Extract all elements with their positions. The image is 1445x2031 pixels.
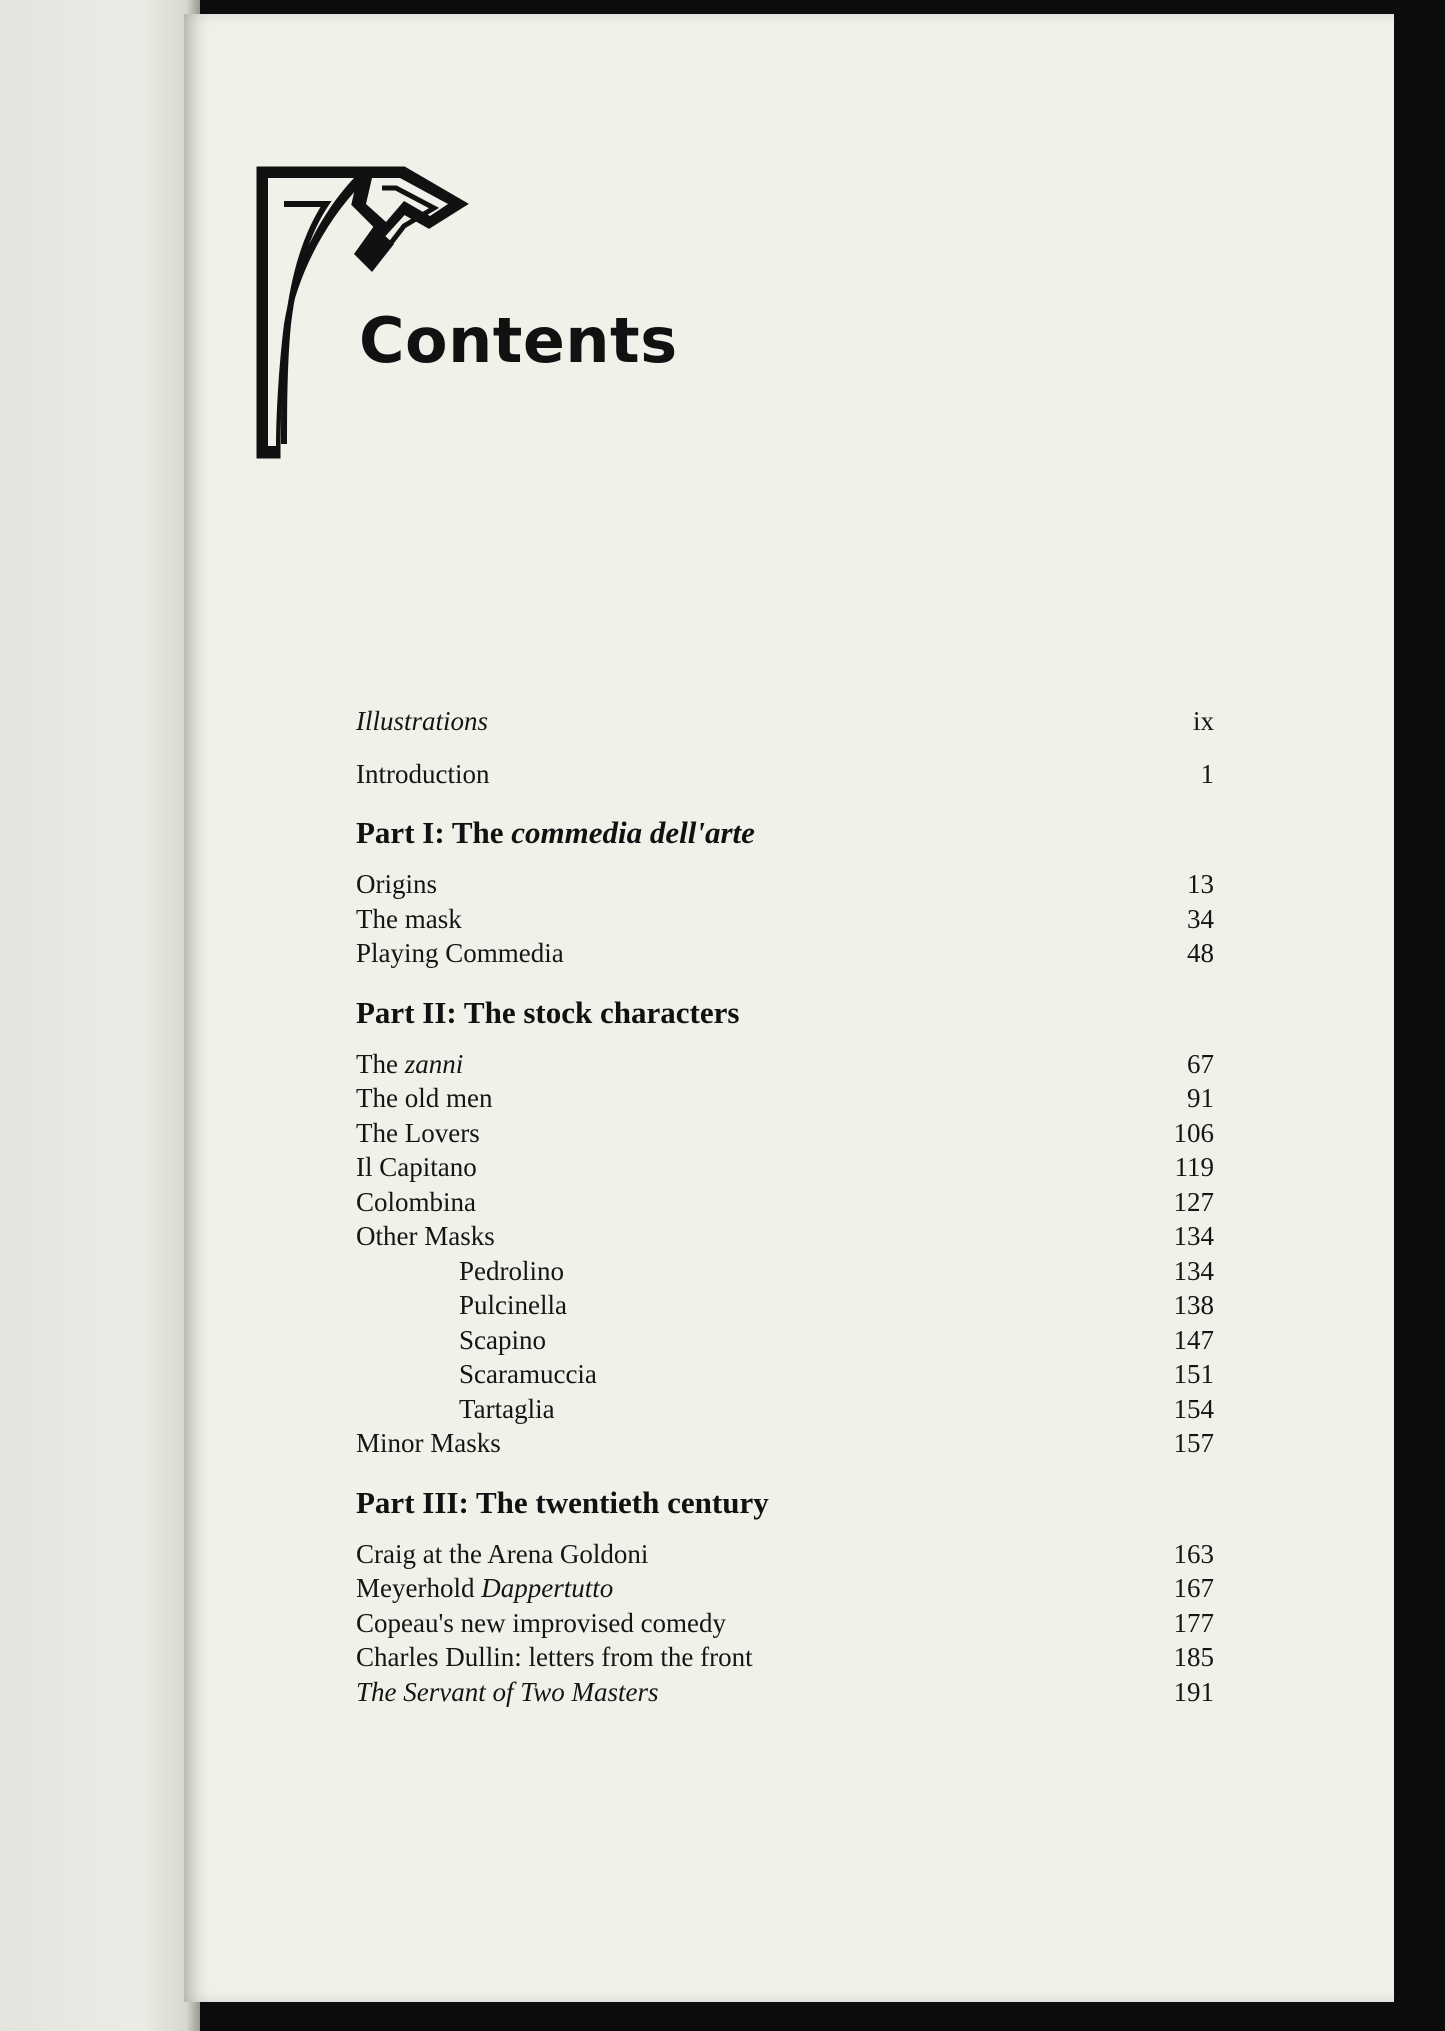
- toc-page-number: 177: [1173, 1607, 1214, 1638]
- toc-page-number: 147: [1173, 1324, 1214, 1355]
- toc-entry-title-text: Pedrolino: [459, 1255, 564, 1286]
- toc-entry: [356, 1150, 1214, 1185]
- toc-page-number: ix: [1192, 706, 1214, 736]
- toc-entry-title-text: Il Capitano: [356, 1152, 477, 1182]
- toc-entry-title-text: The mask: [356, 903, 462, 934]
- toc-entry-title: [356, 867, 437, 902]
- toc-page-number: 134: [1173, 1255, 1214, 1286]
- toc-page-number: 48: [1187, 938, 1214, 968]
- toc-subentry: [356, 1288, 1214, 1323]
- toc-entry-title-text: Colombina: [356, 1186, 476, 1217]
- toc-entry-title-italic: zanni: [404, 1048, 464, 1079]
- toc-page-number: 13: [1187, 869, 1214, 899]
- toc-entry: [356, 1537, 1214, 1572]
- toc-entry-title-text: Scaramuccia: [459, 1359, 597, 1389]
- toc-entry: [356, 1426, 1214, 1461]
- toc-entry: [356, 867, 1214, 902]
- toc-entry-title-text: The Lovers: [356, 1117, 480, 1148]
- toc-entry: [356, 1047, 1214, 1082]
- toc-entry-title-text: Origins: [356, 869, 437, 899]
- toc-entry-title-text: Other Masks: [356, 1221, 495, 1251]
- toc-entry-title: [356, 757, 489, 792]
- toc-entry: [356, 1675, 1214, 1710]
- toc-entry: [356, 1219, 1214, 1254]
- toc-entry-title: [356, 1254, 564, 1289]
- toc-entry: [356, 902, 1214, 937]
- part-heading-text: Part II: The stock characters: [356, 994, 740, 1030]
- toc-entry-title-text: Meyerhold: [356, 1573, 482, 1603]
- toc-entry-title-text: The old men: [356, 1083, 493, 1113]
- toc-entry: [356, 704, 1214, 739]
- part-heading: [356, 995, 1214, 1031]
- toc-entry-title: [356, 1288, 567, 1323]
- toc-entry: [356, 1571, 1214, 1606]
- toc-page-number: 151: [1173, 1359, 1214, 1389]
- part-heading: [356, 1485, 1214, 1521]
- toc-entry-title: [356, 1116, 480, 1151]
- toc-page-number: 138: [1173, 1290, 1214, 1320]
- part-heading-italic: commedia dell'arte: [511, 815, 755, 850]
- toc-subentry: [356, 1357, 1214, 1392]
- toc-entry-title-text: The: [356, 1048, 405, 1079]
- toc-page-number: 67: [1187, 1048, 1214, 1079]
- toc-entry-title: [356, 1357, 597, 1392]
- toc-entry-title-italic: Dappertutto: [481, 1573, 614, 1603]
- toc-entry-title-italic: The Servant of Two Masters: [356, 1676, 659, 1707]
- toc-page-number: 163: [1173, 1538, 1214, 1569]
- toc-entry-title: [356, 1185, 476, 1220]
- toc-entry-title: [356, 902, 462, 937]
- toc-entry-title: [356, 1150, 477, 1185]
- toc-entry-title-text: Scapino: [459, 1324, 546, 1355]
- toc-page-number: 119: [1174, 1152, 1214, 1182]
- toc-entry-title: [356, 1606, 726, 1641]
- toc-entry: [356, 1640, 1214, 1675]
- toc-page-number: 1: [1200, 758, 1214, 789]
- toc-page-number: 106: [1173, 1117, 1214, 1148]
- toc-entry-title: [356, 1081, 492, 1116]
- toc-entry-title: [356, 1047, 463, 1082]
- part-heading-text: Part III: The twentieth century: [356, 1484, 769, 1520]
- toc-page-number: 185: [1173, 1642, 1214, 1672]
- part-heading: [356, 815, 1214, 851]
- page-title: Contents: [359, 304, 678, 377]
- contents-page: [184, 14, 1394, 2002]
- toc-page-number: 167: [1173, 1573, 1214, 1603]
- facing-page-edge: [0, 0, 200, 2031]
- toc-entry: [356, 936, 1214, 971]
- toc-entry-title-text: Pulcinella: [459, 1290, 567, 1320]
- toc-entry-title-text: Introduction: [356, 758, 490, 789]
- toc-entry-title-italic: Illustrations: [356, 706, 489, 736]
- toc-entry-title: [356, 704, 488, 739]
- toc-page-number: 91: [1187, 1083, 1214, 1113]
- toc-page-number: 127: [1173, 1186, 1214, 1217]
- toc-entry: [356, 1185, 1214, 1220]
- toc-entry: [356, 1116, 1214, 1151]
- toc-page-number: 191: [1173, 1676, 1214, 1707]
- toc-entry-title-text: Copeau's new improvised comedy: [356, 1607, 727, 1638]
- spacer: [356, 739, 1214, 757]
- toc-page-number: 154: [1173, 1393, 1214, 1424]
- toc-subentry: [356, 1323, 1214, 1358]
- toc-entry-title: [356, 1675, 659, 1710]
- toc-entry: [356, 1081, 1214, 1116]
- toc-page-number: 157: [1173, 1428, 1214, 1458]
- toc-entry: [356, 1606, 1214, 1641]
- toc-entry-title: [356, 1426, 501, 1461]
- toc-entry-title: [356, 1640, 753, 1675]
- toc-entry-title-text: Minor Masks: [356, 1428, 501, 1458]
- toc-entry-title: [356, 1571, 613, 1606]
- toc-entry-title-text: Charles Dullin: letters from the front: [356, 1642, 753, 1672]
- table-of-contents: [356, 704, 1214, 1709]
- toc-entry-title: [356, 1219, 495, 1254]
- toc-entry-title-text: Tartaglia: [459, 1393, 555, 1424]
- toc-entry-title: [356, 1537, 648, 1572]
- toc-entry-title: [356, 1392, 555, 1427]
- toc-subentry: [356, 1254, 1214, 1289]
- toc-subentry: [356, 1392, 1214, 1427]
- toc-entry-title: [356, 936, 564, 971]
- toc-entry: [356, 757, 1214, 792]
- part-heading-text: Part I: The: [356, 815, 512, 850]
- toc-page-number: 134: [1173, 1221, 1214, 1251]
- toc-entry-title-text: Craig at the Arena Goldoni: [356, 1538, 649, 1569]
- toc-entry-title: [356, 1323, 546, 1358]
- toc-page-number: 34: [1187, 903, 1214, 934]
- toc-entry-title-text: Playing Commedia: [356, 938, 564, 968]
